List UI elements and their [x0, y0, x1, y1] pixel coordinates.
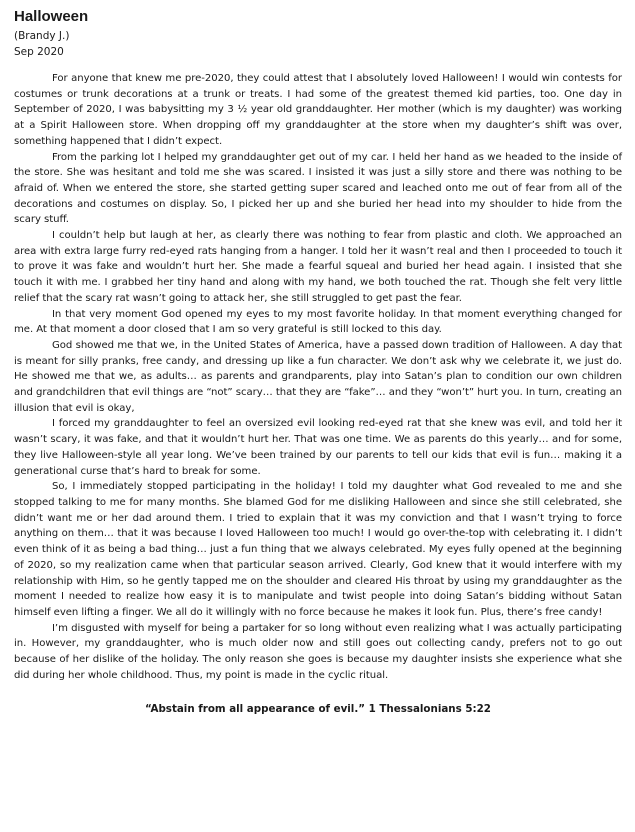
paragraph: I’m disgusted with myself for being a partaker for so long without even realizing what I was actually participating in. However, my granddaughter, who is much older now and still goes out collecting candy, prefers not to go out because of her dislike of the holiday. The only reason she goes is because my daughter insists she experience what she did during her whole childhood. Thus, my point is made in the cyclic ritual. — [14, 622, 622, 681]
date-line: Sep 2020 — [14, 45, 64, 58]
document-body — [14, 71, 622, 683]
paragraph: I forced my granddaughter to feel an oversized evil looking red-eyed rat that she knew was evil, and told her it wasn’t scary, it was fake, and that it wouldn’t hurt her. That was one time. We as parents do this yearly… and for some, they live Halloween-style all year long. We’ve been trained by our parents to tell our kids that evil is fun… making it a generational curse that’s hard to break for some. — [14, 418, 622, 477]
closing-scripture-quote: “Abstain from all appearance of evil.” 1 Thessalonians 5:22 — [145, 703, 491, 716]
document-title: Halloween — [14, 8, 89, 25]
paragraph: I couldn’t help but laugh at her, as clearly there was nothing to fear from plastic and cloth. We approached an area with extra large furry red-eyed rats hanging from a hanger. I told her it wasn’t real and then I proceeded to touch it to prove it was fake and wouldn’t hurt her. She made a fearful squeal and buried her head again. I insisted that she touch it with me. I grabbed her tiny hand and along with my hand, we both touched the rat. Though she felt very little relief that the scary rat wasn’t going to attack her, she still struggled to get past the fear. — [14, 230, 622, 304]
paragraph: For anyone that knew me pre-2020, they could attest that I absolutely loved Halloween! I would win contests for costumes or trunk decorations at a trunk or treats. I had some of the greatest themed kid parties, too. One day in September of 2020, I was babysitting my 3 ½ year old granddaughter. Her mother (which is my daughter) was working at a Spirit Halloween store. When dropping off my granddaughter at the store when my daughter’s shift was over, something happened that I didn’t expect. — [14, 73, 622, 147]
paragraph: So, I immediately stopped participating in the holiday! I told my daughter what God revealed to me and she stopped talking to me for many months. She blamed God for me disliking Halloween and since she still celebrated, she didn’t want me or her dad around them. I tried to explain that it was my conviction and that I wasn’t trying to force anything on them… that it was because I loved Halloween too much! I would go over-the-top with celebrating it. I didn’t even think of it as being a bad thing… just a fun thing that we always celebrated. My eyes fully opened at the beginning of 2020, so my realization came when that particular season arrived. Clearly, God knew that it would interfere with my relationship with Him, so he gently tapped me on the shoulder and cleared His throat by using my granddaughter as the moment I needed to realize how easy it is to manipulate and twist people into doing Satan’s bidding without Satan himself even lifting a finger. We all do it willingly with no force because he makes it look fun. Plus, there’s free candy! — [14, 481, 622, 618]
paragraph: In that very moment God opened my eyes to my most favorite holiday. In that moment everything changed for me. At that moment a door closed that I am so very grateful is still locked to this day. — [14, 308, 622, 336]
paragraph: God showed me that we, in the United States of America, have a passed down tradition of Halloween. A day that is meant for silly pranks, free candy, and dressing up like a fun character. We don’t ask why we celebrate it, we just do. He showed me that we, as adults… as parents and grandparents, play into Satan’s plan to condition our own children and grandchildren that evil things are “not” scary… that they are “fake”… and they “won’t” hurt you. In turn, creating an illusion that evil is okay, — [14, 339, 622, 414]
author-line: (Brandy J.) — [14, 30, 70, 42]
paragraph: From the parking lot I helped my granddaughter get out of my car. I held her hand as we headed to the inside of the store. She was hesitant and told me she was scared. I insisted it was just a silly store and there was nothing to be afraid of. When we entered the store, she started getting super scared and leached onto me out of fear from all of the decorations and costumes on display. So, I picked her up and she buried her head into my shoulder to hide from the scary stuff. — [14, 151, 622, 226]
